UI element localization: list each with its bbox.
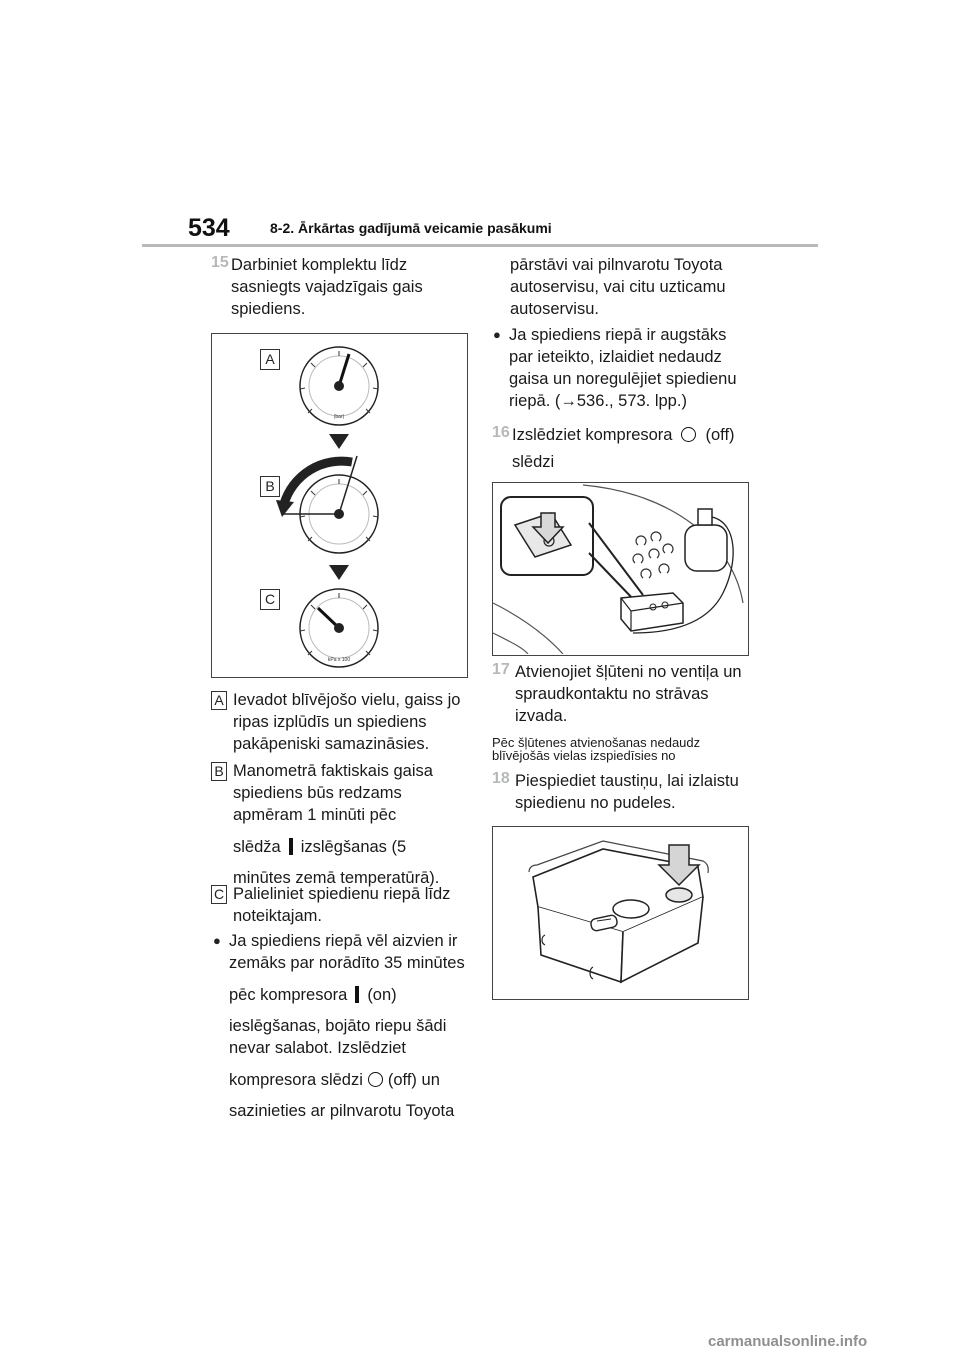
figure-label-b: B <box>260 476 280 497</box>
gauge-b-icon <box>276 456 378 553</box>
step-17-line: izvada. <box>515 707 568 725</box>
step-17-number: 17 <box>492 661 510 678</box>
gauge-a-icon <box>300 347 378 425</box>
pressure-gauge-figure <box>211 333 468 678</box>
compressor-switch-drawing <box>493 483 747 654</box>
down-arrow-icon <box>329 434 349 449</box>
point-c-text <box>233 883 450 927</box>
bullet-1-line: kompresora slēdzi (off) un <box>229 1071 440 1089</box>
bullet-2-line: Ja spiediens riepā ir augstāks <box>509 326 727 344</box>
point-b-line: slēdža izslēgšanas (5 <box>233 838 407 856</box>
pressure-release-figure <box>492 826 749 1000</box>
step-18-line: Piespiediet taustiņu, lai izlaistu <box>515 772 739 790</box>
step-16-number: 16 <box>492 424 510 441</box>
figure-label-c: C <box>260 589 280 610</box>
continued-line: autoservisu. <box>510 300 599 318</box>
sublabel-c: C <box>211 885 227 904</box>
sublabel-b: B <box>211 762 227 781</box>
step-18-line: spiedienu no pudeles. <box>515 794 676 812</box>
continued-line: pārstāvi vai pilnvarotu Toyota <box>510 256 723 274</box>
note-line: Pēc šļūtenes atvienošanas nedaudz <box>492 735 701 750</box>
step-16-line: Izslēdziet kompresora (off) <box>512 426 735 444</box>
bullet-2-line: gaisa un noregulējiet spiedienu <box>509 370 737 388</box>
point-b-line: Manometrā faktiskais gaisa <box>233 762 433 780</box>
svg-text:kPa x 100: kPa x 100 <box>327 657 351 663</box>
watermark: carmanualsonline.info <box>708 1333 868 1350</box>
step-15-line: Darbiniet komplektu līdz <box>231 256 408 274</box>
switch-on-icon <box>289 838 293 855</box>
bullet-2-text <box>509 324 737 412</box>
bullet-1-line: sazinieties ar pilnvarotu Toyota <box>229 1102 455 1120</box>
step-15-line: spiediens. <box>231 300 306 318</box>
point-b-line: minūtes zemā temperatūrā). <box>233 869 440 887</box>
switch-off-icon <box>368 1072 383 1087</box>
page-ref-arrow-icon: → <box>560 392 577 410</box>
point-b-line: apmēram 1 minūti pēc <box>233 806 397 824</box>
bullet-1-text <box>229 930 465 1122</box>
point-c-line: Palieliniet spiedienu riepā līdz <box>233 885 451 903</box>
section-title: 8-2. Ārkārtas gadījumā veicamie pasākumi <box>270 220 552 236</box>
gauge-drawing <box>212 334 466 676</box>
step-16-text <box>512 424 735 473</box>
bullet-2-line: par ieteikto, izlaidiet nedaudz <box>509 348 722 366</box>
note-line: blīvējošās vielas izspiedīsies no <box>492 748 676 763</box>
switch-on-icon <box>355 986 359 1003</box>
step-18-number: 18 <box>492 770 510 787</box>
note-text <box>492 736 700 762</box>
step-17-text <box>515 661 742 727</box>
figure-label-a: A <box>260 349 280 370</box>
point-a-line: Ievadot blīvējošo vielu, gaiss jo <box>233 691 461 709</box>
step-17-line: Atvienojiet šļūteni no ventiļa un <box>515 663 742 681</box>
step-15-number: 15 <box>211 254 229 271</box>
bullet-2-line: riepā. (→536., 573. lpp.) <box>509 392 687 410</box>
point-b-line: spiediens būs redzams <box>233 784 402 802</box>
header-rule <box>142 244 818 247</box>
continued-line: autoservisu, vai citu uzticamu <box>510 278 726 296</box>
switch-off-icon <box>681 427 696 442</box>
point-a-line: ripas izplūdīs un spiediens <box>233 713 427 731</box>
point-b-text <box>233 760 439 889</box>
bullet-1-line: ieslēgšanas, bojāto riepu šādi <box>229 1017 447 1035</box>
point-a-line: pakāpeniski samazināsies. <box>233 735 430 753</box>
compressor-switch-figure <box>492 482 749 656</box>
down-arrow-icon <box>329 565 349 580</box>
step-15-text <box>231 254 423 320</box>
sublabel-a: A <box>211 691 227 710</box>
step-15-line: sasniegts vajadzīgais gais <box>231 278 423 296</box>
bullet-1-line: nevar salabot. Izslēdziet <box>229 1039 407 1057</box>
bullet-1-line: zemāks par norādīto 35 minūtes <box>229 954 465 972</box>
step-18-text <box>515 770 739 814</box>
point-a-text <box>233 689 460 755</box>
bullet-icon: ● <box>213 933 221 948</box>
continued-text <box>510 254 726 320</box>
pressure-release-drawing <box>493 827 747 998</box>
gauge-c-icon <box>300 589 378 667</box>
step-17-line: spraudkontaktu no strāvas <box>515 685 709 703</box>
page-number: 534 <box>188 214 230 242</box>
step-16-line: slēdzi <box>512 453 555 471</box>
point-c-line: noteiktajam. <box>233 907 322 925</box>
bullet-1-line: Ja spiediens riepā vēl aizvien ir <box>229 932 458 950</box>
bullet-icon: ● <box>493 327 501 342</box>
svg-text:(bar): (bar) <box>333 414 345 420</box>
bullet-1-line: pēc kompresora (on) <box>229 986 397 1004</box>
